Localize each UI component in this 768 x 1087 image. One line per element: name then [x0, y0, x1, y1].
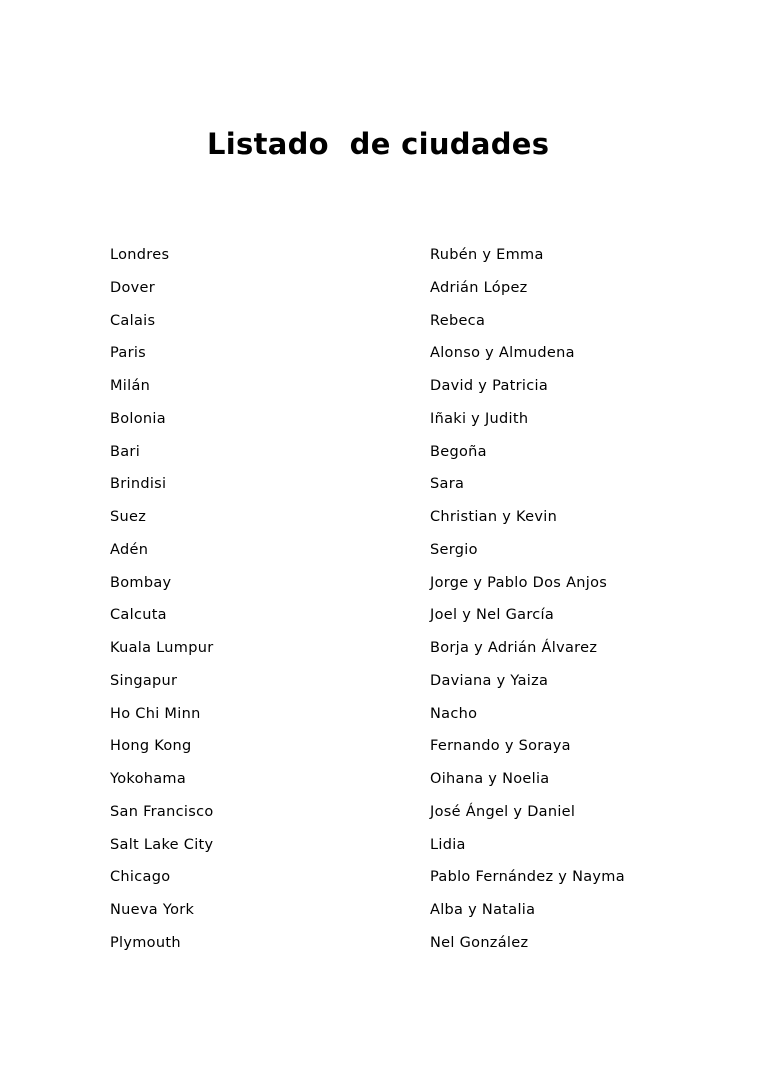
- city-name: Hong Kong: [110, 738, 192, 755]
- city-name: Adén: [110, 541, 149, 558]
- assigned-people: Rubén y Emma: [430, 247, 544, 263]
- city-name: Suez: [110, 509, 147, 525]
- assigned-people: Rebeca: [430, 312, 486, 329]
- list-item: [110, 898, 670, 931]
- page-title: Listado de ciudades: [207, 127, 550, 161]
- city-name: Yokohama: [110, 771, 187, 787]
- assigned-people: Christian y Kevin: [430, 509, 558, 525]
- list-item: [110, 702, 670, 735]
- list-item: [110, 734, 670, 767]
- city-name: Bombay: [110, 574, 172, 591]
- list-item: [110, 538, 670, 571]
- city-name: Kuala Lumpur: [110, 640, 214, 656]
- list-item: [110, 800, 670, 833]
- assigned-people: Borja y Adrián Álvarez: [430, 640, 598, 656]
- city-name: Calcuta: [110, 607, 167, 624]
- city-name: Plymouth: [110, 934, 181, 951]
- assigned-people: Daviana y Yaiza: [430, 672, 549, 689]
- list-item: [110, 407, 670, 440]
- assigned-people: Oihana y Noelia: [430, 771, 550, 787]
- assigned-people: José Ángel y Daniel: [430, 803, 576, 820]
- city-name: Brindisi: [110, 476, 167, 493]
- list-item: [110, 571, 670, 604]
- assigned-people: Sergio: [430, 541, 478, 558]
- list-item: [110, 472, 670, 505]
- city-name: Londres: [110, 247, 170, 263]
- city-name: Bolonia: [110, 410, 166, 427]
- city-name: Singapur: [110, 672, 178, 689]
- list-item: [110, 505, 670, 538]
- assigned-people: Joel y Nel García: [430, 607, 555, 624]
- city-name: San Francisco: [110, 803, 214, 820]
- assigned-people: Iñaki y Judith: [430, 410, 529, 427]
- list-item: [110, 865, 670, 898]
- list-item: [110, 276, 670, 309]
- assigned-people: Fernando y Soraya: [430, 738, 571, 755]
- city-name: Ho Chi Minn: [110, 705, 201, 722]
- list-item: [110, 767, 670, 800]
- assigned-people: Begoña: [430, 443, 487, 460]
- city-name: Milán: [110, 378, 151, 394]
- assigned-people: Adrián López: [430, 279, 528, 296]
- city-name: Bari: [110, 443, 141, 460]
- city-name: Dover: [110, 279, 155, 296]
- city-list: [110, 243, 670, 964]
- assigned-people: Nel González: [430, 934, 529, 951]
- list-item: [110, 636, 670, 669]
- city-name: Calais: [110, 312, 156, 329]
- city-name: Salt Lake City: [110, 836, 214, 853]
- assigned-people: Alba y Natalia: [430, 902, 536, 918]
- assigned-people: Lidia: [430, 836, 466, 853]
- list-item: [110, 440, 670, 473]
- city-name: Nueva York: [110, 902, 195, 918]
- assigned-people: David y Patricia: [430, 378, 549, 394]
- assigned-people: Pablo Fernández y Nayma: [430, 869, 625, 886]
- assigned-people: Alonso y Almudena: [430, 345, 575, 362]
- list-item: [110, 374, 670, 407]
- list-item: [110, 341, 670, 374]
- city-name: Chicago: [110, 869, 171, 886]
- assigned-people: Nacho: [430, 705, 478, 722]
- assigned-people: Sara: [430, 476, 465, 493]
- list-item: [110, 669, 670, 702]
- list-item: [110, 309, 670, 342]
- list-item: [110, 931, 670, 964]
- assigned-people: Jorge y Pablo Dos Anjos: [430, 574, 608, 591]
- list-item: [110, 243, 670, 276]
- list-item: [110, 833, 670, 866]
- list-item: [110, 603, 670, 636]
- city-name: Paris: [110, 345, 147, 362]
